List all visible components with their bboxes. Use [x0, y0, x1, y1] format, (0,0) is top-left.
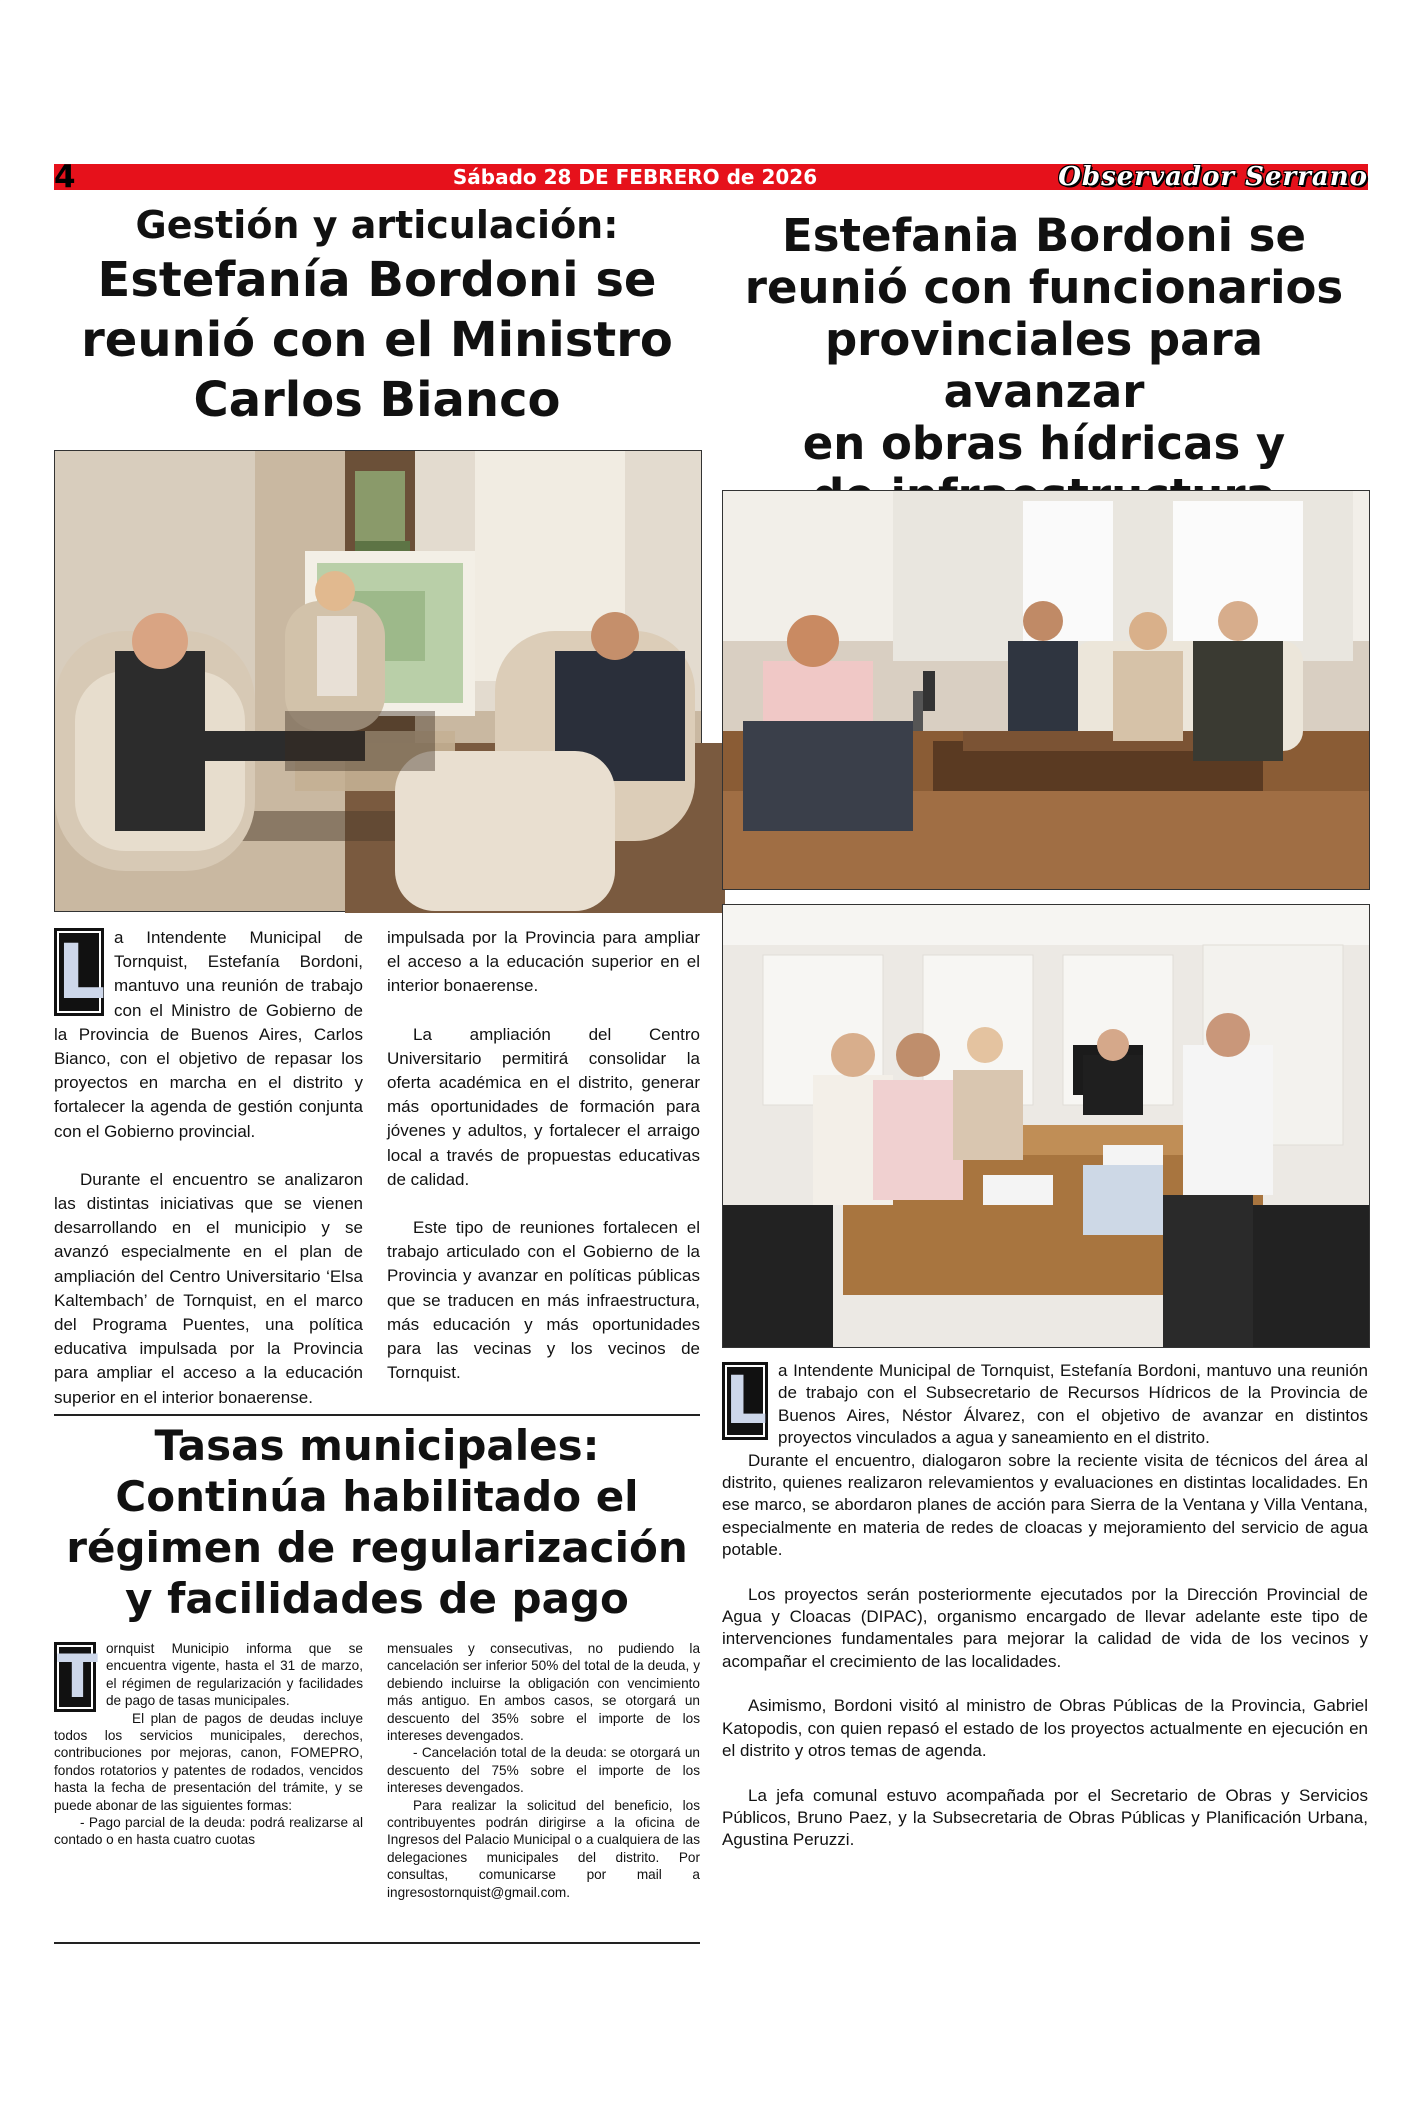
article-tasas-title-line: Tasas municipales:: [154, 1421, 600, 1470]
article-tasas-headline: [54, 1420, 700, 1624]
article-bianco-title-line: Carlos Bianco: [193, 372, 561, 428]
article-bianco-paragraph: Durante el encuentro se analizaron las distintas iniciativas que se vienen desarrollando en el municipio y se avanzó especialmente en el plan de ampliación del Centro Universitario ‘Elsa Kaltembach’ de Tornquist, en el marco del Programa Puentes, una política educativa impulsada por la Provincia para ampliar el acceso a la educación superior en el interior bonaerense.: [54, 1169, 363, 1407]
article-hidricas-paragraph: Asimismo, Bordoni visitó al ministro de Obras Públicas de la Provincia, Gabriel Katopodis, con quien repasó el estado de los proyectos actualmente en ejecución en el distrito y otros temas de agenda.: [722, 1696, 1368, 1761]
article-bianco-dropcap: L: [54, 928, 104, 1016]
article-tasas-dropcap: T: [54, 1642, 96, 1712]
photo-meeting-obras-publicas: [722, 904, 1370, 1348]
article-hidricas-body: [722, 1360, 1368, 1852]
article-bianco-title-line: Estefanía Bordoni se: [97, 252, 657, 308]
article-bianco-paragraph: a Intendente Municipal de Tornquist, Estefanía Bordoni, mantuvo una reunión de trabajo con el Ministro de Gobierno de la Provincia de Buenos Aires, Carlos Bianco, con el objetivo de repasar los proyectos en marcha en el distrito y fortalecer la agenda de gestión conjunta con el Gobierno provincial.: [54, 928, 363, 1141]
page-number: 4: [54, 159, 76, 195]
article-tasas-column-1: [54, 1640, 363, 1849]
article-tasas-paragraph: ornquist Municipio informa que se encuentra vigente, hasta el 31 de marzo, el régimen de regularización y facilidades de pago de tasas municipales.: [106, 1641, 363, 1709]
article-tasas-paragraph: - Pago parcial de la deuda: podrá realizarse al contado o en hasta cuatro cuotas: [54, 1815, 363, 1848]
article-bianco-headline: [54, 200, 700, 430]
article-tasas-paragraph: - Cancelación total de la deuda: se otorgará un descuento del 75% sobre el importe de los intereses devengados.: [387, 1745, 700, 1796]
article-bianco-paragraph: La ampliación del Centro Universitario permitirá consolidar la oferta académica en el distrito, generar más oportunidades de formación para jóvenes y adultos, y fortalecer el arraigo local a través de propuestas educativas de calidad.: [387, 1024, 700, 1189]
article-tasas-paragraph-full: [0, 0, 1, 1]
article-bianco-paragraph: Este tipo de reuniones fortalecen el trabajo articulado con el Gobierno de la Provincia y avanzar en políticas públicas que se traducen en más infraestructura, más educación y más oportunidades para las vecinas y los vecinos de Tornquist.: [387, 1218, 700, 1383]
article-tasas-title-line: Continúa habilitado el: [115, 1472, 639, 1521]
section-divider: [54, 1942, 700, 1944]
article-tasas-paragraph: Para realizar la solicitud del beneficio, los contribuyentes podrán dirigirse a la oficina de Ingresos del Palacio Municipal o a cualquiera de las delegaciones municipales del distrito. Por consultas, comunicarse por mail a ingresostornquist@gmail.com.: [387, 1797, 700, 1900]
photo-meeting-hidricas: [722, 490, 1370, 890]
article-hidricas-paragraph: Los proyectos serán posteriormente ejecutados por la Dirección Provincial de Agua y Cloacas (DIPAC), organismo encargado de llevar adelante este tipo de intervenciones fundamentales para mejorar la calidad de vida de los vecinos y acompañar el crecimiento de las localidades.: [722, 1584, 1368, 1671]
article-hidricas-paragraph: La jefa comunal estuvo acompañada por el Secretario de Obras y Servicios Públicos, Bruno Paez, y la Subsecretaria de Obras Públicas y Planificación Urbana, Agustina Peruzzi.: [722, 1785, 1368, 1850]
article-tasas-title-line: régimen de regularización: [66, 1523, 688, 1572]
photo-meeting-bianco: [54, 450, 702, 912]
article-tasas-paragraph-continued: mensuales y consecutivas, no pudiendo la cancelación ser inferior 50% del total de la deuda, y debiendo incluirse la obligación con vencimiento más antiguo. En ambos casos, se otorgará un descuento del 35% sobre el importe de los intereses devengados.: [387, 1641, 700, 1744]
article-hidricas-headline: [720, 210, 1368, 522]
article-bianco-column-2: [387, 926, 700, 1385]
article-tasas-paragraph: El plan de pagos de deudas incluye todos los servicios municipales, derechos, contribuciones por mejoras, canon, FOMEPRO, fondos rotatorios y patentes de rodados, vencidos hasta la fecha de presentación del trámite, y se puede abonar de las siguientes formas:: [54, 1710, 363, 1813]
article-hidricas-title-line: Estefania Bordoni se: [782, 209, 1306, 262]
article-hidricas-paragraph: a Intendente Municipal de Tornquist, Estefanía Bordoni, mantuvo una reunión de trabajo con el Subsecretario de Recursos Hídricos de la Provincia de Buenos Aires, Néstor Álvarez, con el objetivo de avanzar en distintos proyectos vinculados a agua y saneamiento en el distrito.: [778, 1361, 1368, 1448]
issue-date: Sábado 28 DE FEBRERO de 2026: [452, 165, 818, 189]
section-divider: [54, 1414, 700, 1416]
article-bianco-kicker: Gestión y articulación:: [135, 203, 619, 247]
masthead-logo: Observador Serrano: [1058, 162, 1368, 192]
article-bianco-column-1: [54, 926, 363, 1407]
article-bianco-title-line: reunió con el Ministro: [81, 312, 673, 368]
article-hidricas-paragraph: Durante el encuentro, dialogaron sobre la reciente visita de técnicos del área al distrito, quienes realizaron relevamientos y evaluaciones en distintas localidades. En ese marco, se abordaron planes de acción para Sierra de la Ventana y Villa Ventana, especialmente en materia de redes de cloacas y mejoramiento del servicio de agua potable.: [722, 1450, 1368, 1560]
article-hidricas-dropcap: L: [722, 1362, 768, 1440]
article-tasas-title-line: y facilidades de pago: [125, 1574, 629, 1623]
article-tasas-column-2: [387, 1640, 700, 1901]
article-bianco-paragraph-continued: impulsada por la Provincia para ampliar el acceso a la educación superior en el interior bonaerense.: [387, 928, 700, 996]
article-hidricas-title-line: provinciales para avanzar: [824, 313, 1264, 418]
article-hidricas-title-line: en obras hídricas y: [802, 417, 1286, 470]
article-hidricas-title-line: reunió con funcionarios: [744, 261, 1344, 314]
